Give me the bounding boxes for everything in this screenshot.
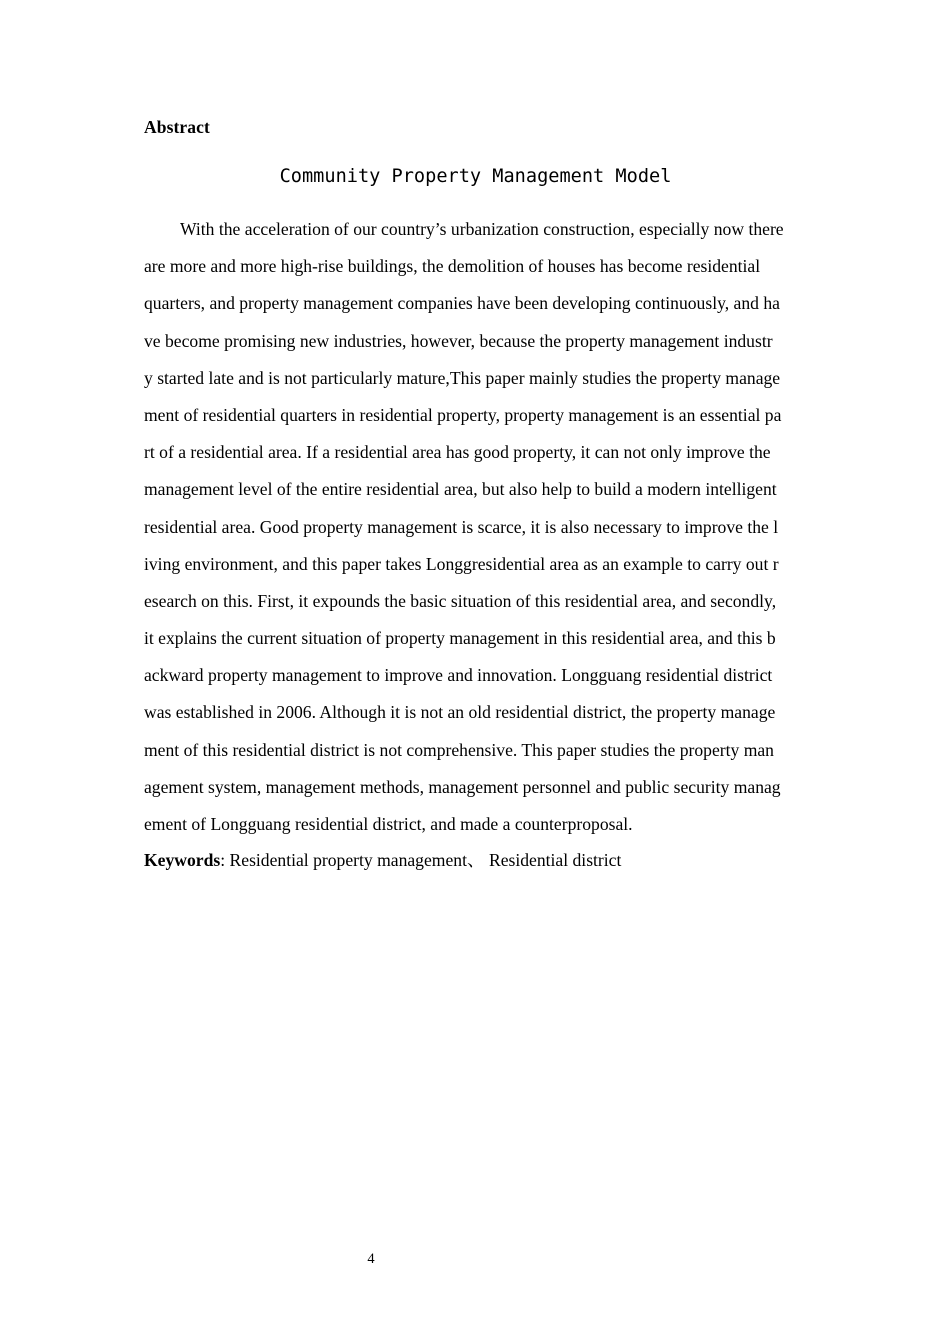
abstract-line: iving environment, and this paper takes Longgresidential area as an example to carry out r xyxy=(144,553,779,574)
keywords-separator: : xyxy=(220,850,230,870)
abstract-line: agement system, management methods, management personnel and public security manag xyxy=(144,776,781,797)
abstract-line: ve become promising new industries, however, because the property management industr xyxy=(144,330,773,351)
abstract-line: ment of residential quarters in residential property, property management is an essential pa xyxy=(144,404,782,425)
abstract-line: residential area. Good property management is scarce, it is also necessary to improve the l xyxy=(144,516,779,537)
abstract-line: rt of a residential area. If a residential area has good property, it can not only improve the xyxy=(144,442,771,463)
abstract-line: are more and more high-rise buildings, the demolition of houses has become residential xyxy=(144,256,761,277)
abstract-line: management level of the entire residential area, but also help to build a modern intelligent xyxy=(144,479,777,500)
abstract-line: was established in 2006. Although it is not an old residential district, the property manage xyxy=(144,702,776,723)
abstract-line: it explains the current situation of property management in this residential area, and this b xyxy=(144,628,776,649)
abstract-line: y started late and is not particularly mature,This paper mainly studies the property manage xyxy=(144,367,781,388)
abstract-line: With the acceleration of our country’s urbanization construction, especially now there xyxy=(180,219,784,239)
abstract-line: ment of this residential district is not comprehensive. This paper studies the property man xyxy=(144,739,774,760)
abstract-line: esearch on this. First, it expounds the basic situation of this residential area, and secondly, xyxy=(144,590,777,611)
abstract-line: quarters, and property management companies have been developing continuously, and ha xyxy=(144,293,780,314)
abstract-line: ement of Longguang residential district, and made a counterproposal. xyxy=(144,814,633,834)
page-number: 4 xyxy=(367,1251,375,1267)
section-heading-abstract: Abstract xyxy=(144,117,210,137)
page-title: Community Property Management Model xyxy=(279,166,672,187)
keywords-label: Keywords xyxy=(144,850,221,870)
abstract-line: ackward property management to improve and innovation. Longguang residential district xyxy=(144,665,773,686)
keywords-line xyxy=(144,847,621,873)
keywords-value: Residential property management、 Residential district xyxy=(229,850,622,870)
abstract-paragraph xyxy=(144,211,809,843)
